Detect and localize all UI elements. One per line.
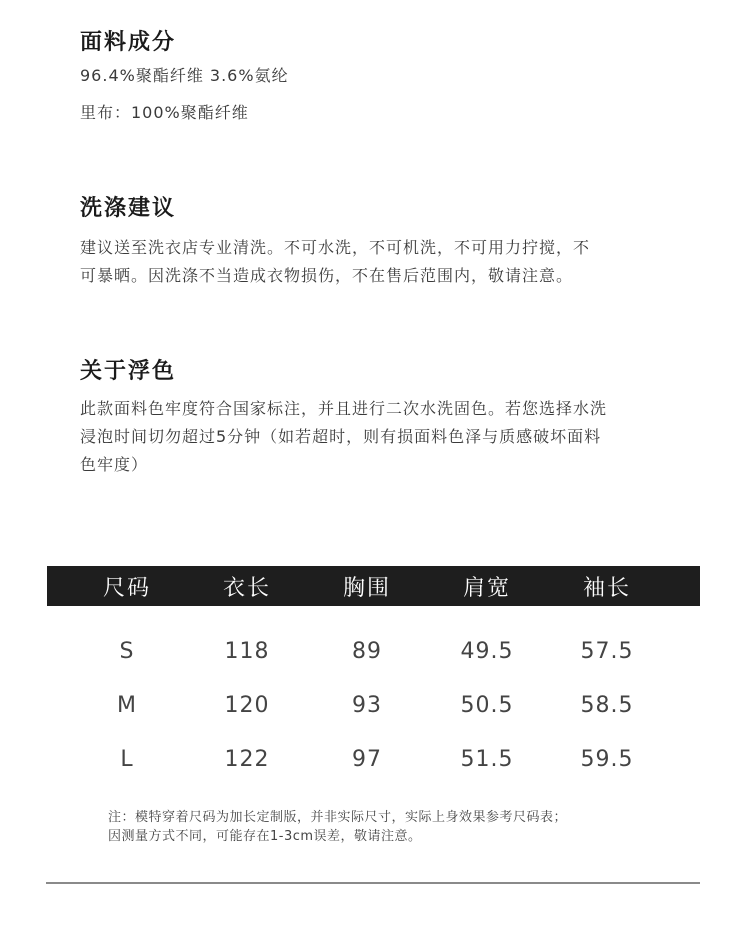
- cell-shoulder: 50.5: [460, 692, 514, 718]
- table-row: [47, 678, 700, 732]
- header-cell-length: 衣长: [222, 575, 271, 601]
- washing-section: [80, 194, 690, 290]
- cell-length: 118: [224, 638, 270, 664]
- fabric-section: [80, 28, 690, 123]
- cell-shoulder: 49.5: [460, 638, 514, 664]
- table-row: [47, 624, 700, 678]
- fabric-composition: 96.4%聚酯纤维 3.6%氨纶: [80, 66, 289, 85]
- bottom-divider: [46, 882, 700, 884]
- cell-shoulder: 51.5: [460, 746, 514, 772]
- color-line: 浸泡时间切勿超过5分钟（如若超时，则有损面料色泽与质感破坏面料: [80, 427, 602, 446]
- header-cell-sleeve: 袖长: [582, 575, 631, 601]
- cell-sleeve: 57.5: [580, 638, 634, 664]
- washing-title: 洗涤建议: [80, 196, 177, 221]
- washing-text: [80, 234, 690, 290]
- cell-sleeve: 59.5: [580, 746, 634, 772]
- cell-bust: 97: [352, 746, 382, 772]
- size-table-header: [47, 566, 700, 606]
- cell-size: S: [119, 638, 135, 664]
- color-section: [80, 357, 690, 479]
- cell-length: 122: [224, 746, 270, 772]
- note-line: 因测量方式不同，可能存在1-3cm误差，敬请注意。: [108, 829, 422, 844]
- header-cell-size: 尺码: [102, 575, 151, 601]
- color-line: 色牢度）: [80, 455, 149, 474]
- size-table: [47, 566, 700, 786]
- cell-size: L: [120, 746, 134, 772]
- note-line: 注：模特穿着尺码为加长定制版，并非实际尺寸，实际上身效果参考尺码表；: [108, 810, 568, 825]
- cell-length: 120: [224, 692, 270, 718]
- cell-size: M: [117, 692, 137, 718]
- color-line: 此款面料色牢度符合国家标注，并且进行二次水洗固色。若您选择水洗: [80, 399, 608, 418]
- header-cell-bust: 胸围: [342, 575, 391, 601]
- size-table-body: [47, 624, 700, 786]
- size-note: [108, 808, 688, 846]
- cell-sleeve: 58.5: [580, 692, 634, 718]
- washing-line: 建议送至洗衣店专业清洗。不可水洗，不可机洗，不可用力拧搅，不: [80, 238, 591, 257]
- lining-composition: 里布：100%聚酯纤维: [80, 103, 249, 122]
- washing-line: 可暴晒。因洗涤不当造成衣物损伤，不在售后范围内，敬请注意。: [80, 266, 574, 285]
- color-title: 关于浮色: [80, 359, 177, 384]
- table-row: [47, 732, 700, 786]
- fabric-title: 面料成分: [80, 30, 177, 55]
- cell-bust: 93: [352, 692, 382, 718]
- color-text: [80, 395, 690, 479]
- header-cell-shoulder: 肩宽: [462, 575, 511, 601]
- cell-bust: 89: [352, 638, 382, 664]
